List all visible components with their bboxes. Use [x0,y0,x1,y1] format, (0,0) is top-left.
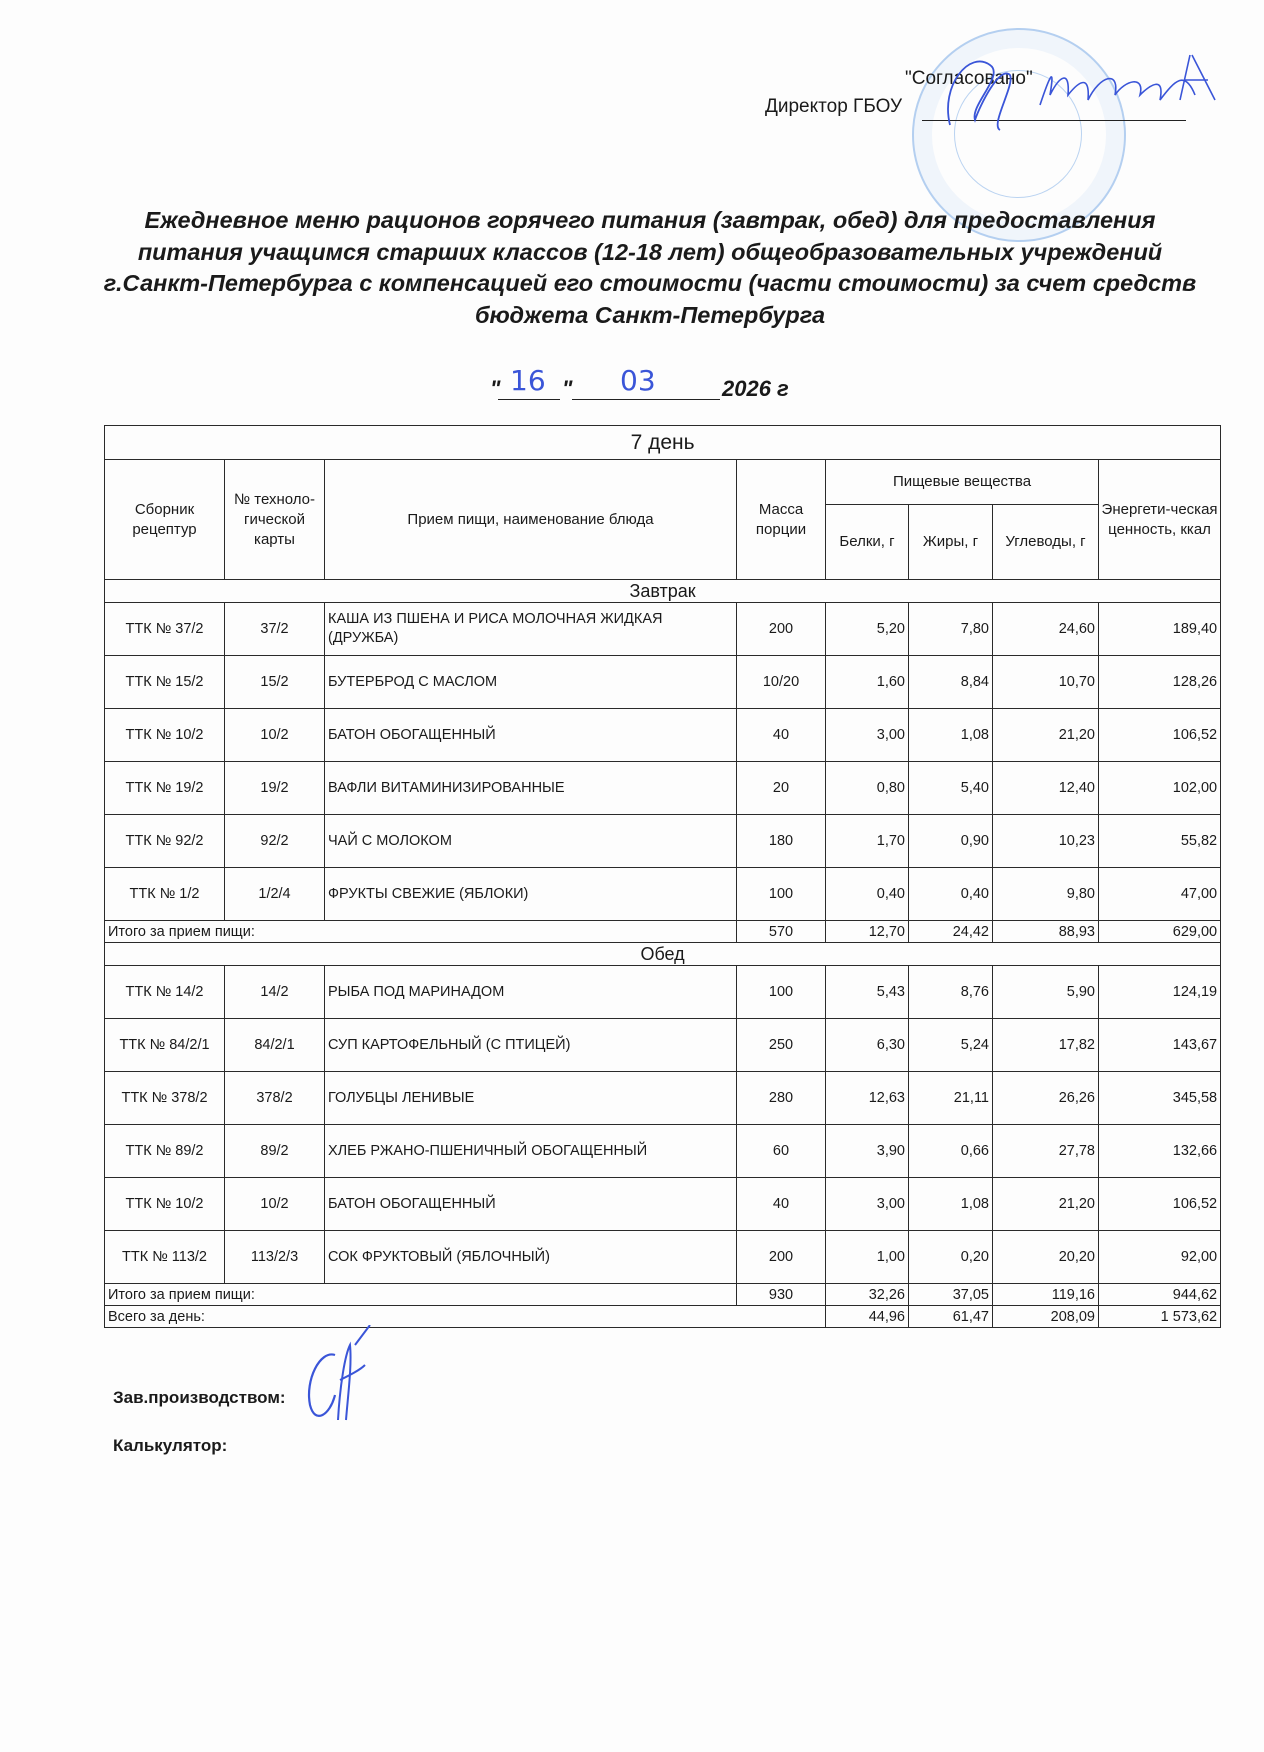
cell-carbs: 21,20 [993,709,1099,762]
date-quote-open: " [490,376,501,401]
day-total-label: Всего за день: [105,1306,826,1328]
cell-card: 113/2/3 [225,1231,325,1284]
breakfast-total-row [105,921,1221,943]
cell-collection: ТТК № 19/2 [105,762,225,815]
cell-dish: РЫБА ПОД МАРИНАДОМ [325,966,737,1019]
total-carbs: 88,93 [993,921,1099,943]
cell-fat: 8,76 [909,966,993,1019]
cell-protein: 0,40 [826,868,909,921]
cell-energy: 143,67 [1099,1019,1221,1072]
cell-collection: ТТК № 84/2/1 [105,1019,225,1072]
cell-collection: ТТК № 10/2 [105,1178,225,1231]
table-row [105,815,1221,868]
cell-energy: 47,00 [1099,868,1221,921]
cell-fat: 0,20 [909,1231,993,1284]
cell-mass: 100 [737,966,826,1019]
cell-card: 10/2 [225,1178,325,1231]
table-row [105,868,1221,921]
table-row [105,656,1221,709]
cell-card: 1/2/4 [225,868,325,921]
cell-dish: СОК ФРУКТОВЫЙ (ЯБЛОЧНЫЙ) [325,1231,737,1284]
cell-fat: 5,40 [909,762,993,815]
day-underline [498,399,560,400]
section-title: Завтрак [105,580,1221,603]
cell-protein: 1,00 [826,1231,909,1284]
day-total-row [105,1306,1221,1328]
total-energy: 629,00 [1099,921,1221,943]
cell-collection: ТТК № 14/2 [105,966,225,1019]
cell-carbs: 12,40 [993,762,1099,815]
day-title: 7 день [105,426,1221,460]
day-total-energy: 1 573,62 [1099,1306,1221,1328]
cell-mass: 10/20 [737,656,826,709]
cell-card: 10/2 [225,709,325,762]
cell-energy: 124,19 [1099,966,1221,1019]
cell-protein: 3,90 [826,1125,909,1178]
day-total-protein: 44,96 [826,1306,909,1328]
total-protein: 12,70 [826,921,909,943]
cell-mass: 280 [737,1072,826,1125]
cell-protein: 0,80 [826,762,909,815]
director-label: Директор ГБОУ [765,96,903,117]
cell-dish: ГОЛУБЦЫ ЛЕНИВЫЕ [325,1072,737,1125]
cell-mass: 250 [737,1019,826,1072]
approval-agreed-label: "Согласовано" [905,68,1033,89]
cell-card: 89/2 [225,1125,325,1178]
date-year: 2026 г [722,376,789,401]
cell-card: 84/2/1 [225,1019,325,1072]
header-fat: Жиры, г [909,505,993,580]
cell-protein: 1,70 [826,815,909,868]
cell-dish: ФРУКТЫ СВЕЖИЕ (ЯБЛОКИ) [325,868,737,921]
cell-energy: 92,00 [1099,1231,1221,1284]
cell-mass: 60 [737,1125,826,1178]
cell-card: 378/2 [225,1072,325,1125]
cell-card: 92/2 [225,815,325,868]
cell-carbs: 5,90 [993,966,1099,1019]
header-carbs: Углеводы, г [993,505,1099,580]
table-row [105,1019,1221,1072]
cell-protein: 5,20 [826,603,909,656]
cell-carbs: 10,23 [993,815,1099,868]
cell-dish: КАША ИЗ ПШЕНА И РИСА МОЛОЧНАЯ ЖИДКАЯ (ДРУЖБА) [325,603,737,656]
cell-mass: 100 [737,868,826,921]
header-nutrients: Пищевые вещества [826,460,1099,505]
table-row [105,709,1221,762]
cell-dish: БАТОН ОБОГАЩЕННЫЙ [325,1178,737,1231]
header-dish: Прием пищи, наименование блюда [325,460,737,580]
cell-fat: 5,24 [909,1019,993,1072]
section-breakfast [105,580,1221,603]
header-collection: Сборник рецептур [105,460,225,580]
cell-carbs: 26,26 [993,1072,1099,1125]
cell-card: 15/2 [225,656,325,709]
section-lunch [105,943,1221,966]
production-head-signature-icon [300,1325,380,1435]
cell-dish: ВАФЛИ ВИТАМИНИЗИРОВАННЫЕ [325,762,737,815]
cell-fat: 0,66 [909,1125,993,1178]
cell-fat: 7,80 [909,603,993,656]
cell-mass: 200 [737,603,826,656]
cell-collection: ТТК № 113/2 [105,1231,225,1284]
cell-energy: 55,82 [1099,815,1221,868]
cell-fat: 1,08 [909,709,993,762]
cell-protein: 1,60 [826,656,909,709]
cell-energy: 345,58 [1099,1072,1221,1125]
cell-collection: ТТК № 92/2 [105,815,225,868]
cell-dish: ХЛЕБ РЖАНО-ПШЕНИЧНЫЙ ОБОГАЩЕННЫЙ [325,1125,737,1178]
total-mass: 930 [737,1284,826,1306]
cell-protein: 3,00 [826,709,909,762]
cell-energy: 132,66 [1099,1125,1221,1178]
cell-dish: БУТЕРБРОД С МАСЛОМ [325,656,737,709]
cell-carbs: 17,82 [993,1019,1099,1072]
cell-mass: 40 [737,709,826,762]
section-title: Обед [105,943,1221,966]
cell-fat: 21,11 [909,1072,993,1125]
production-head-label: Зав.производством: [113,1388,286,1407]
total-protein: 32,26 [826,1284,909,1306]
cell-collection: ТТК № 89/2 [105,1125,225,1178]
director-signature-icon [930,45,1230,135]
day-total-fat: 61,47 [909,1306,993,1328]
header-energy: Энергети-ческая ценность, ккал [1099,460,1221,580]
table-row [105,1178,1221,1231]
cell-collection: ТТК № 15/2 [105,656,225,709]
cell-protein: 12,63 [826,1072,909,1125]
calculator-label: Калькулятор: [113,1436,228,1455]
total-carbs: 119,16 [993,1284,1099,1306]
header-mass: Масса порции [737,460,826,580]
header-protein: Белки, г [826,505,909,580]
cell-dish: БАТОН ОБОГАЩЕННЫЙ [325,709,737,762]
cell-carbs: 20,20 [993,1231,1099,1284]
cell-mass: 180 [737,815,826,868]
cell-energy: 106,52 [1099,1178,1221,1231]
cell-carbs: 27,78 [993,1125,1099,1178]
table-row [105,1072,1221,1125]
total-mass: 570 [737,921,826,943]
cell-protein: 3,00 [826,1178,909,1231]
cell-energy: 102,00 [1099,762,1221,815]
menu-table [104,425,1221,1328]
total-fat: 37,05 [909,1284,993,1306]
cell-carbs: 21,20 [993,1178,1099,1231]
cell-fat: 1,08 [909,1178,993,1231]
cell-fat: 0,40 [909,868,993,921]
cell-protein: 6,30 [826,1019,909,1072]
day-title-row [105,426,1221,460]
cell-mass: 40 [737,1178,826,1231]
total-label: Итого за прием пищи: [105,921,737,943]
cell-card: 19/2 [225,762,325,815]
day-total-carbs: 208,09 [993,1306,1099,1328]
cell-mass: 20 [737,762,826,815]
date-day: 16 [510,364,546,397]
cell-energy: 128,26 [1099,656,1221,709]
table-row [105,603,1221,656]
cell-energy: 189,40 [1099,603,1221,656]
document-title: Ежедневное меню рационов горячего питания (завтрак, обед) для предоставления питания учащимся старших классов (12-18 лет) общеобразовательных учреждений г.Санкт-Петербурга с компенсацией его стоимости (части стоимости) за счет средств бюджета Санкт-Петербурга [103,207,1197,328]
cell-mass: 200 [737,1231,826,1284]
cell-carbs: 10,70 [993,656,1099,709]
cell-dish: СУП КАРТОФЕЛЬНЫЙ (С ПТИЦЕЙ) [325,1019,737,1072]
cell-card: 37/2 [225,603,325,656]
table-row [105,1125,1221,1178]
date-quote-close: " [562,376,573,401]
cell-fat: 0,90 [909,815,993,868]
cell-energy: 106,52 [1099,709,1221,762]
header-card-no: № техноло-гической карты [225,460,325,580]
cell-collection: ТТК № 10/2 [105,709,225,762]
cell-collection: ТТК № 1/2 [105,868,225,921]
table-row [105,762,1221,815]
cell-collection: ТТК № 378/2 [105,1072,225,1125]
table-row [105,966,1221,1019]
cell-protein: 5,43 [826,966,909,1019]
date-month: 03 [620,364,656,397]
total-fat: 24,42 [909,921,993,943]
cell-dish: ЧАЙ С МОЛОКОМ [325,815,737,868]
cell-card: 14/2 [225,966,325,1019]
cell-carbs: 9,80 [993,868,1099,921]
lunch-total-row [105,1284,1221,1306]
total-label: Итого за прием пищи: [105,1284,737,1306]
header-row [105,460,1221,505]
cell-fat: 8,84 [909,656,993,709]
table-row [105,1231,1221,1284]
total-energy: 944,62 [1099,1284,1221,1306]
cell-carbs: 24,60 [993,603,1099,656]
month-underline [572,399,720,400]
cell-collection: ТТК № 37/2 [105,603,225,656]
